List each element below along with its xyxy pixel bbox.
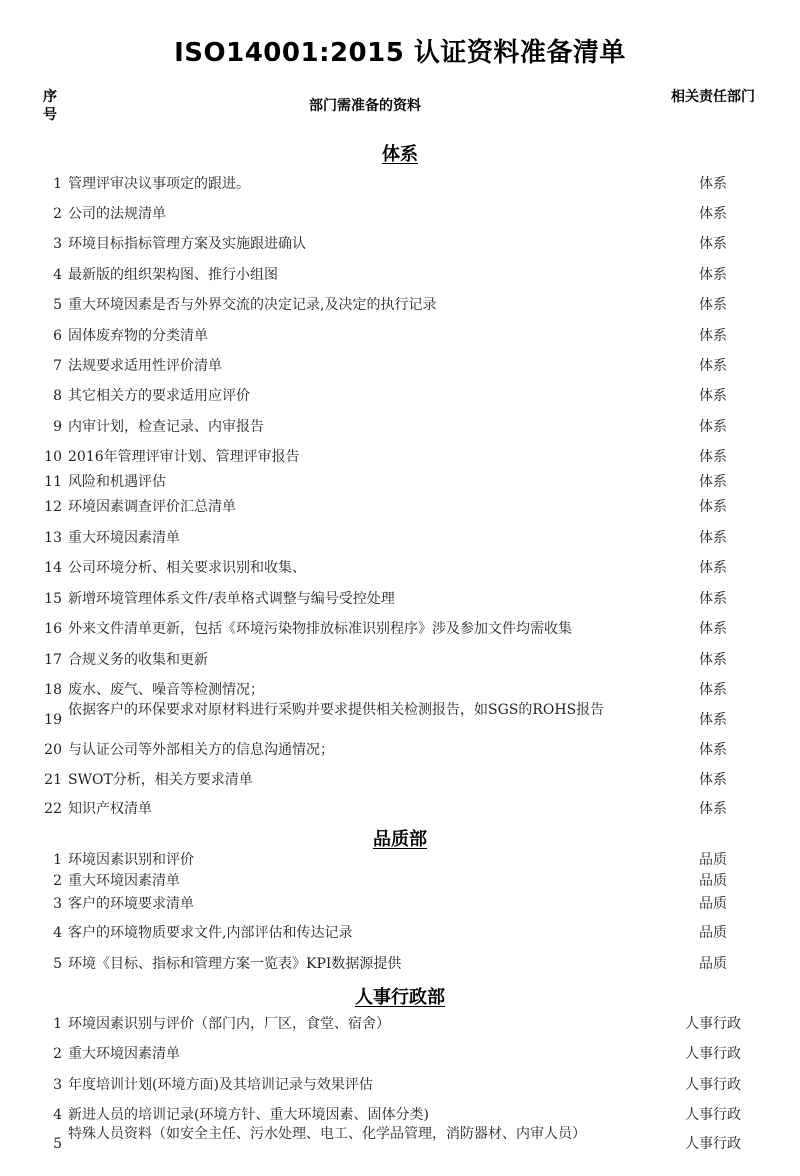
row-text: 法规要求适用性评价清单 <box>68 358 222 374</box>
table-row <box>0 702 800 731</box>
page-title: ISO14001:2015 认证资料准备清单 <box>174 38 626 68</box>
row-dept: 体系 <box>699 560 727 576</box>
row-dept: 体系 <box>699 267 727 283</box>
row-dept: 品质 <box>699 956 727 972</box>
row-text: 废水、废气、噪音等检测情况； <box>68 682 264 698</box>
table-row <box>0 496 800 518</box>
row-text: 最新版的组织架构图、推行小组图 <box>68 267 278 283</box>
header-materials: 部门需准备的资料 <box>309 98 421 114</box>
table-row <box>0 1013 800 1035</box>
row-number: 22 <box>44 801 62 817</box>
table-row <box>0 233 800 255</box>
row-text: 公司环境分析、相关要求识别和收集、 <box>68 560 306 576</box>
row-dept: 体系 <box>699 591 727 607</box>
header-department: 相关责任部门 <box>671 89 755 105</box>
row-dept: 人事行政 <box>685 1077 741 1093</box>
row-dept: 品质 <box>699 896 727 912</box>
table-row <box>0 385 800 407</box>
table-row <box>0 416 800 438</box>
row-number: 17 <box>44 652 62 668</box>
row-dept: 体系 <box>699 499 727 515</box>
table-row <box>0 355 800 377</box>
row-text: 特殊人员资料（如安全主任、污水处理、电工、化学品管理，消防器材、内审人员） <box>68 1126 586 1142</box>
row-text: 新进人员的培训记录(环境方针、重大环境因素、固体分类) <box>68 1107 429 1123</box>
row-number: 14 <box>44 560 62 576</box>
table-row <box>0 870 800 892</box>
section-heading-quality <box>0 825 800 851</box>
row-number: 21 <box>44 772 62 788</box>
row-dept: 体系 <box>699 652 727 668</box>
table-row <box>0 739 800 761</box>
table-row <box>0 527 800 549</box>
row-dept: 品质 <box>699 925 727 941</box>
row-number: 1 <box>53 852 62 868</box>
table-row <box>0 953 800 975</box>
row-number: 4 <box>53 1107 62 1123</box>
row-dept: 体系 <box>699 772 727 788</box>
row-text: 环境《目标、指标和管理方案一览表》KPI数据源提供 <box>68 956 402 972</box>
row-number: 11 <box>44 474 62 490</box>
row-dept: 品质 <box>699 873 727 889</box>
row-number: 13 <box>44 530 62 546</box>
table-row <box>0 325 800 347</box>
table-row <box>0 173 800 195</box>
section-title: 品质部 <box>373 829 427 850</box>
row-dept: 体系 <box>699 449 727 465</box>
table-row <box>0 1043 800 1065</box>
row-text: 其它相关方的要求适用应评价 <box>68 388 250 404</box>
row-text: 与认证公司等外部相关方的信息沟通情况； <box>68 742 334 758</box>
row-dept: 体系 <box>699 621 727 637</box>
row-number: 16 <box>44 621 62 637</box>
row-text: 知识产权清单 <box>68 801 152 817</box>
section-title: 人事行政部 <box>355 987 445 1008</box>
row-text: 公司的法规清单 <box>68 206 166 222</box>
row-dept: 体系 <box>699 712 727 728</box>
row-text: SWOT分析，相关方要求清单 <box>68 772 253 788</box>
row-dept: 体系 <box>699 801 727 817</box>
row-text: 环境因素识别与评价（部门内，厂区，食堂、宿舍） <box>68 1016 390 1032</box>
table-row <box>0 649 800 671</box>
row-text: 固体废弃物的分类清单 <box>68 328 208 344</box>
section-heading-system <box>0 140 800 166</box>
row-dept: 人事行政 <box>685 1107 741 1123</box>
row-text: 重大环境因素清单 <box>68 1046 180 1062</box>
table-row <box>0 1104 800 1126</box>
table-row <box>0 769 800 791</box>
row-number: 18 <box>44 682 62 698</box>
row-text: 重大环境因素清单 <box>68 530 180 546</box>
row-number: 8 <box>53 388 62 404</box>
row-dept: 体系 <box>699 297 727 313</box>
row-number: 1 <box>53 176 62 192</box>
row-text: 客户的环境物质要求文件,内部评估和传达记录 <box>68 925 353 941</box>
row-number: 15 <box>44 591 62 607</box>
row-text: 环境目标指标管理方案及实施跟进确认 <box>68 236 306 252</box>
row-text: 重大环境因素是否与外界交流的决定记录,及决定的执行记录 <box>68 297 437 313</box>
row-number: 4 <box>53 267 62 283</box>
table-row <box>0 922 800 944</box>
row-number: 3 <box>53 896 62 912</box>
row-dept: 体系 <box>699 388 727 404</box>
table-row <box>0 1074 800 1096</box>
table-row <box>0 679 800 701</box>
table-row <box>0 849 800 871</box>
row-number: 2 <box>53 873 62 889</box>
table-row <box>0 798 800 820</box>
row-text: 环境因素识别和评价 <box>68 852 194 868</box>
row-dept: 体系 <box>699 328 727 344</box>
row-dept: 体系 <box>699 358 727 374</box>
row-dept: 体系 <box>699 682 727 698</box>
row-number: 2 <box>53 1046 62 1062</box>
row-number: 1 <box>53 1016 62 1032</box>
table-row <box>0 446 800 468</box>
row-number: 5 <box>53 1136 62 1152</box>
header-seq: 序号 <box>43 89 57 123</box>
row-text: 新增环境管理体系文件/表单格式调整与编号受控处理 <box>68 591 395 607</box>
row-text: 内审计划，检查记录、内审报告 <box>68 419 264 435</box>
row-number: 5 <box>53 297 62 313</box>
row-number: 4 <box>53 925 62 941</box>
table-row <box>0 1126 800 1155</box>
table-row <box>0 893 800 915</box>
row-text: 客户的环境要求清单 <box>68 896 194 912</box>
row-text: 环境因素调查评价汇总清单 <box>68 499 236 515</box>
row-number: 12 <box>44 499 62 515</box>
row-dept: 人事行政 <box>685 1016 741 1032</box>
row-text: 外来文件清单更新，包括《环境污染物排放标准识别程序》涉及参加文件均需收集 <box>68 621 572 637</box>
row-dept: 体系 <box>699 419 727 435</box>
row-dept: 人事行政 <box>685 1136 741 1152</box>
section-title: 体系 <box>382 144 418 165</box>
row-text: 合规义务的收集和更新 <box>68 652 208 668</box>
row-text: 重大环境因素清单 <box>68 873 180 889</box>
table-row <box>0 294 800 316</box>
row-number: 20 <box>44 742 62 758</box>
row-dept: 体系 <box>699 530 727 546</box>
table-row <box>0 588 800 610</box>
row-dept: 人事行政 <box>685 1046 741 1062</box>
row-dept: 体系 <box>699 474 727 490</box>
row-text: 2016年管理评审计划、管理评审报告 <box>68 449 300 465</box>
row-dept: 体系 <box>699 206 727 222</box>
row-dept: 体系 <box>699 742 727 758</box>
row-number: 5 <box>53 956 62 972</box>
row-text: 年度培训计划(环境方面)及其培训记录与效果评估 <box>68 1077 373 1093</box>
row-number: 3 <box>53 236 62 252</box>
row-dept: 体系 <box>699 236 727 252</box>
row-number: 6 <box>53 328 62 344</box>
row-number: 3 <box>53 1077 62 1093</box>
table-row <box>0 618 800 640</box>
row-text: 风险和机遇评估 <box>68 474 166 490</box>
row-text: 管理评审决议事项定的跟进。 <box>68 176 250 192</box>
section-heading-hr-admin <box>0 983 800 1009</box>
row-text: 依据客户的环保要求对原材料进行采购并要求提供相关检测报告，如SGS的ROHS报告 <box>68 702 605 718</box>
table-row <box>0 264 800 286</box>
row-number: 7 <box>53 358 62 374</box>
row-dept: 体系 <box>699 176 727 192</box>
table-row <box>0 471 800 493</box>
row-number: 19 <box>44 712 62 728</box>
table-row <box>0 557 800 579</box>
row-number: 9 <box>53 419 62 435</box>
row-number: 2 <box>53 206 62 222</box>
table-row <box>0 203 800 225</box>
row-dept: 品质 <box>699 852 727 868</box>
row-number: 10 <box>44 449 62 465</box>
